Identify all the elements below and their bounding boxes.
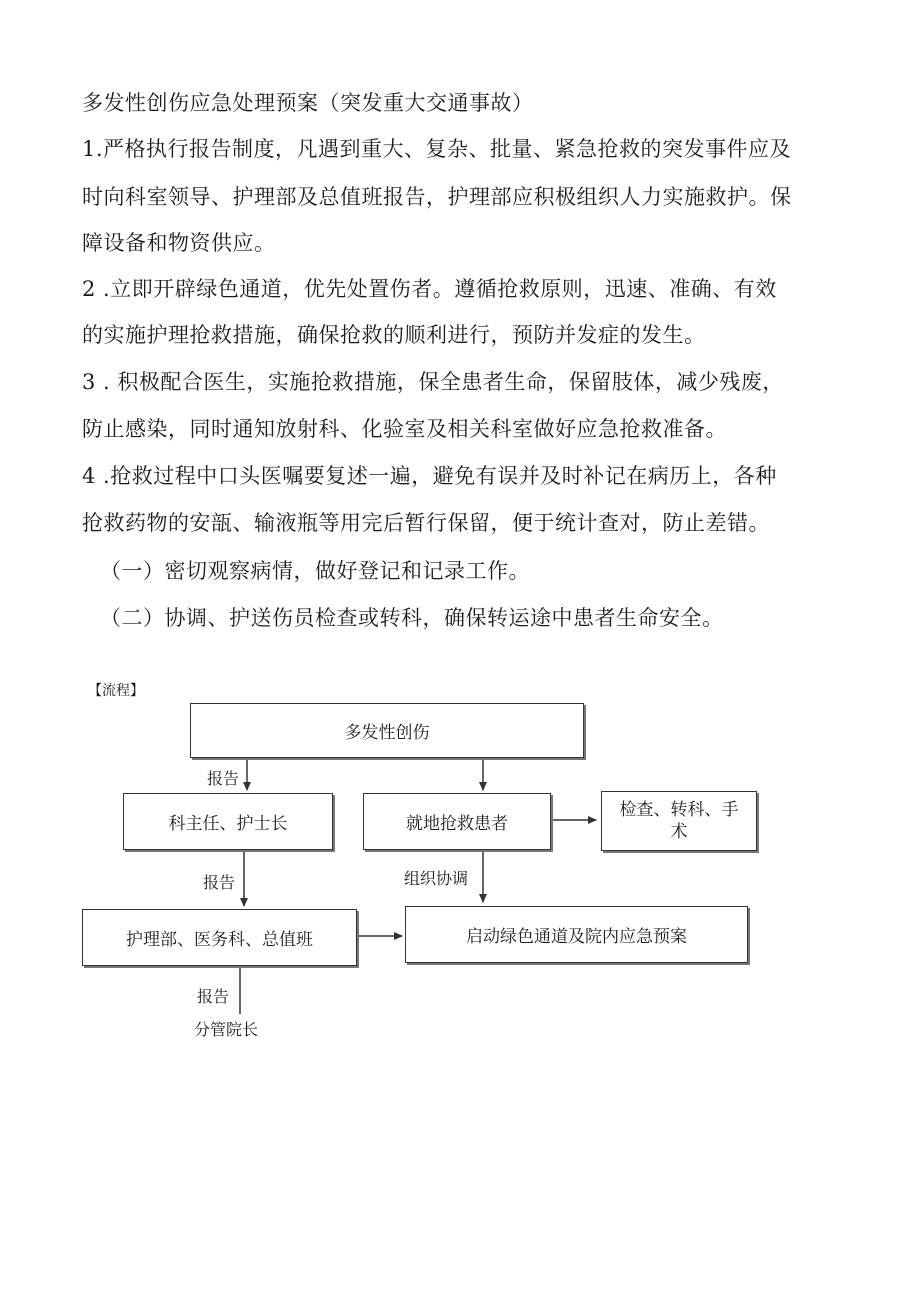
flow-box-text: 护理部、医务科、总值班 <box>126 930 313 950</box>
paragraph-line: 2 .立即开辟绿色通道，优先处置伤者。遵循抢救原则，迅速、准确、有效 <box>82 277 777 301</box>
flow-box-text: 术 <box>670 822 688 842</box>
flow-node-vice-president: 分管院长 <box>194 1020 259 1039</box>
flow-box-green-channel <box>405 906 748 963</box>
flowchart-label: 【流程】 <box>88 683 144 699</box>
paragraph-line: 抢救药物的安瓿、输液瓶等用完后暂行保留，便于统计查对，防止差错。 <box>82 511 770 535</box>
edge-label-coordinate: 组织协调 <box>404 869 469 888</box>
paragraph-line: 1.严格执行报告制度，凡遇到重大、复杂、批量、紧急抢救的突发事件应及 <box>82 137 792 161</box>
flow-box-multiple-trauma <box>190 703 584 758</box>
flow-box-rescue <box>363 793 551 850</box>
flow-box-text: 科主任、护士长 <box>168 814 288 834</box>
paragraph-line: 的实施护理抢救措施，确保抢救的顺利进行，预防并发症的发生。 <box>82 323 706 347</box>
document-title: 多发性创伤应急处理预案（突发重大交通事故） <box>82 91 534 115</box>
flow-box-text: 检查、转科、手 <box>619 800 739 820</box>
edge-label-report: 报告 <box>207 769 240 788</box>
paragraph-line: 4 .抢救过程中口头医嘱要复述一遍，避免有误并及时补记在病历上，各种 <box>82 464 777 488</box>
flow-box-text: 就地抢救患者 <box>406 814 508 834</box>
flow-box-text: 多发性创伤 <box>344 723 430 743</box>
paragraph-line: 防止感染，同时通知放射科、化验室及相关科室做好应急抢救准备。 <box>82 417 727 441</box>
edge-label-report: 报告 <box>197 987 230 1006</box>
flow-box-text: 启动绿色通道及院内应急预案 <box>466 927 687 947</box>
sub-item-line: （二）协调、护送伤员检查或转科，确保转运途中患者生命安全。 <box>100 606 724 630</box>
flow-box-exam-transfer <box>601 791 757 851</box>
paragraph-line: 3 . 积极配合医生，实施抢救措施，保全患者生命，保留肢体，减少残废， <box>82 370 784 394</box>
sub-item-line: （一）密切观察病情，做好登记和记录工作。 <box>100 559 530 583</box>
paragraph-line: 障设备和物资供应。 <box>82 231 276 255</box>
flow-box-director <box>123 793 333 850</box>
edge-label-report: 报告 <box>203 873 236 892</box>
paragraph-line: 时向科室领导、护理部及总值班报告，护理部应积极组织人力实施救护。保 <box>82 185 792 209</box>
flow-box-nursing-dept <box>82 909 357 966</box>
